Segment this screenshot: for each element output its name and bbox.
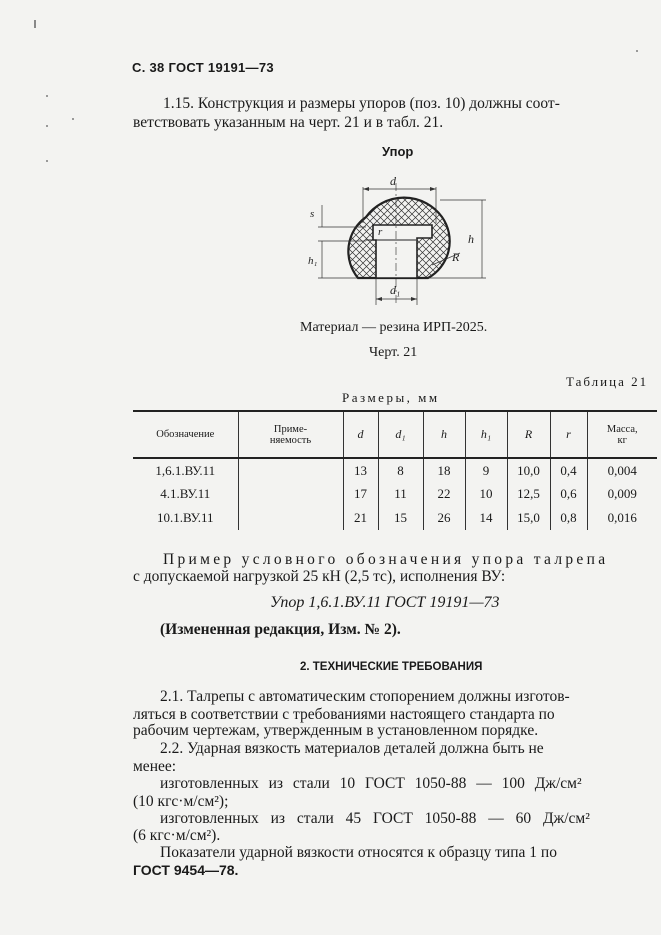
label-d1: d₁ [390,283,401,297]
table-cell: 21 [343,506,378,530]
label-h1: h₁ [308,255,318,267]
table-cell: 22 [423,482,465,506]
label-s: s [310,208,315,220]
table-title: Размеры, мм [342,390,440,405]
label-h: h [468,232,474,246]
p22-line-2: менее: [133,758,177,775]
scan-mark [46,160,48,162]
col-header: Обозначение [133,411,238,458]
table-row [133,482,657,506]
scan-mark [72,118,74,120]
label-R: R [452,250,460,264]
section-title: 2. ТЕХНИЧЕСКИЕ ТРЕБОВАНИЯ [300,661,483,673]
table-number: Таблица 21 [566,374,649,389]
col-header: Приме- няемость [238,411,343,458]
table-cell: 11 [378,482,423,506]
figure-caption: Черт. 21 [369,345,418,360]
table-cell: 0,004 [587,458,657,482]
p22-line-1: 2.2. Ударная вязкость материалов деталей должна быть не [160,740,544,757]
dimensions-table [133,410,657,530]
figure-title: Упор [382,144,414,159]
page-header: С. 38 ГОСТ 19191—73 [132,60,274,75]
p21-line-3: рабочим чертежам, утвержденным в установленном порядке. [133,722,539,739]
table-cell: 0,4 [550,458,587,482]
example-line-2: с допускаемой нагрузкой 25 кН (2,5 тс), исполнения ВУ: [133,568,506,585]
col-header: Масса, кг [587,411,657,458]
label-d: d [390,174,396,188]
table-header-row [133,411,657,458]
label-r: r [378,226,383,238]
col-header: d₁ [378,411,423,458]
col-header: h₁ [465,411,507,458]
stop-drawing [300,165,500,310]
col-header: R [507,411,550,458]
table-cell: 0,016 [587,506,657,530]
p21-line-1: 2.1. Талрепы с автоматическим стопорением должны изготов- [160,688,570,705]
table-cell [238,482,343,506]
p22-line-5: изготовленных из стали 45 ГОСТ 1050-88 — 60 Дж/см² [160,810,590,827]
table-row [133,506,657,530]
table-cell: 15 [378,506,423,530]
table-cell: 0,8 [550,506,587,530]
scan-mark [46,95,48,97]
table-cell: 4.1.ВУ.11 [160,486,211,501]
table-cell: 14 [465,506,507,530]
table-cell: 10,0 [507,458,550,482]
table-cell: 0,6 [550,482,587,506]
col-header: d [343,411,378,458]
p22-line-6: (6 кгс·м/см²). [133,827,221,844]
table-cell: 0,009 [587,482,657,506]
p22-line-4: (10 кгс·м/см²); [133,793,229,810]
table-cell: 12,5 [507,482,550,506]
material-note: Материал — резина ИРП-2025. [300,320,488,335]
col-header: r [550,411,587,458]
revision-note: (Измененная редакция, Изм. № 2). [160,621,401,638]
table-cell [238,458,343,482]
table-cell: 9 [465,458,507,482]
scan-mark [636,50,638,52]
table-cell: 26 [423,506,465,530]
intro-line-2: ветствовать указанным на черт. 21 и в табл. 21. [133,114,444,131]
p21-line-2: ляться в соответствии с требованиями настоящего стандарта по [133,706,555,723]
table-row [133,458,657,482]
scan-mark [34,20,36,28]
table-cell [238,506,343,530]
table-cell: 8 [378,458,423,482]
intro-line-1: 1.15. Конструкция и размеры упоров (поз. 10) должны соот- [163,95,560,112]
scan-mark [46,125,48,127]
table-cell: 15,0 [507,506,550,530]
table-cell: 18 [423,458,465,482]
p-last-line-1: Показатели ударной вязкости относятся к образцу типа 1 по [160,844,557,861]
p22-line-3: изготовленных из стали 10 ГОСТ 1050-88 — 100 Дж/см² [160,775,582,792]
table-cell: 13 [343,458,378,482]
table-cell: 10 [465,482,507,506]
p-last-line-2: ГОСТ 9454—78. [133,862,239,878]
col-header: h [423,411,465,458]
table-cell: 1,6.1.ВУ.11 [155,462,216,478]
example-designation: Упор 1,6.1.ВУ.11 ГОСТ 19191—73 [270,594,500,611]
table-cell: 17 [343,482,378,506]
example-line-1: Пример условного обозначения упора талрепа [163,551,609,568]
table-cell: 10.1.ВУ.11 [157,510,214,525]
